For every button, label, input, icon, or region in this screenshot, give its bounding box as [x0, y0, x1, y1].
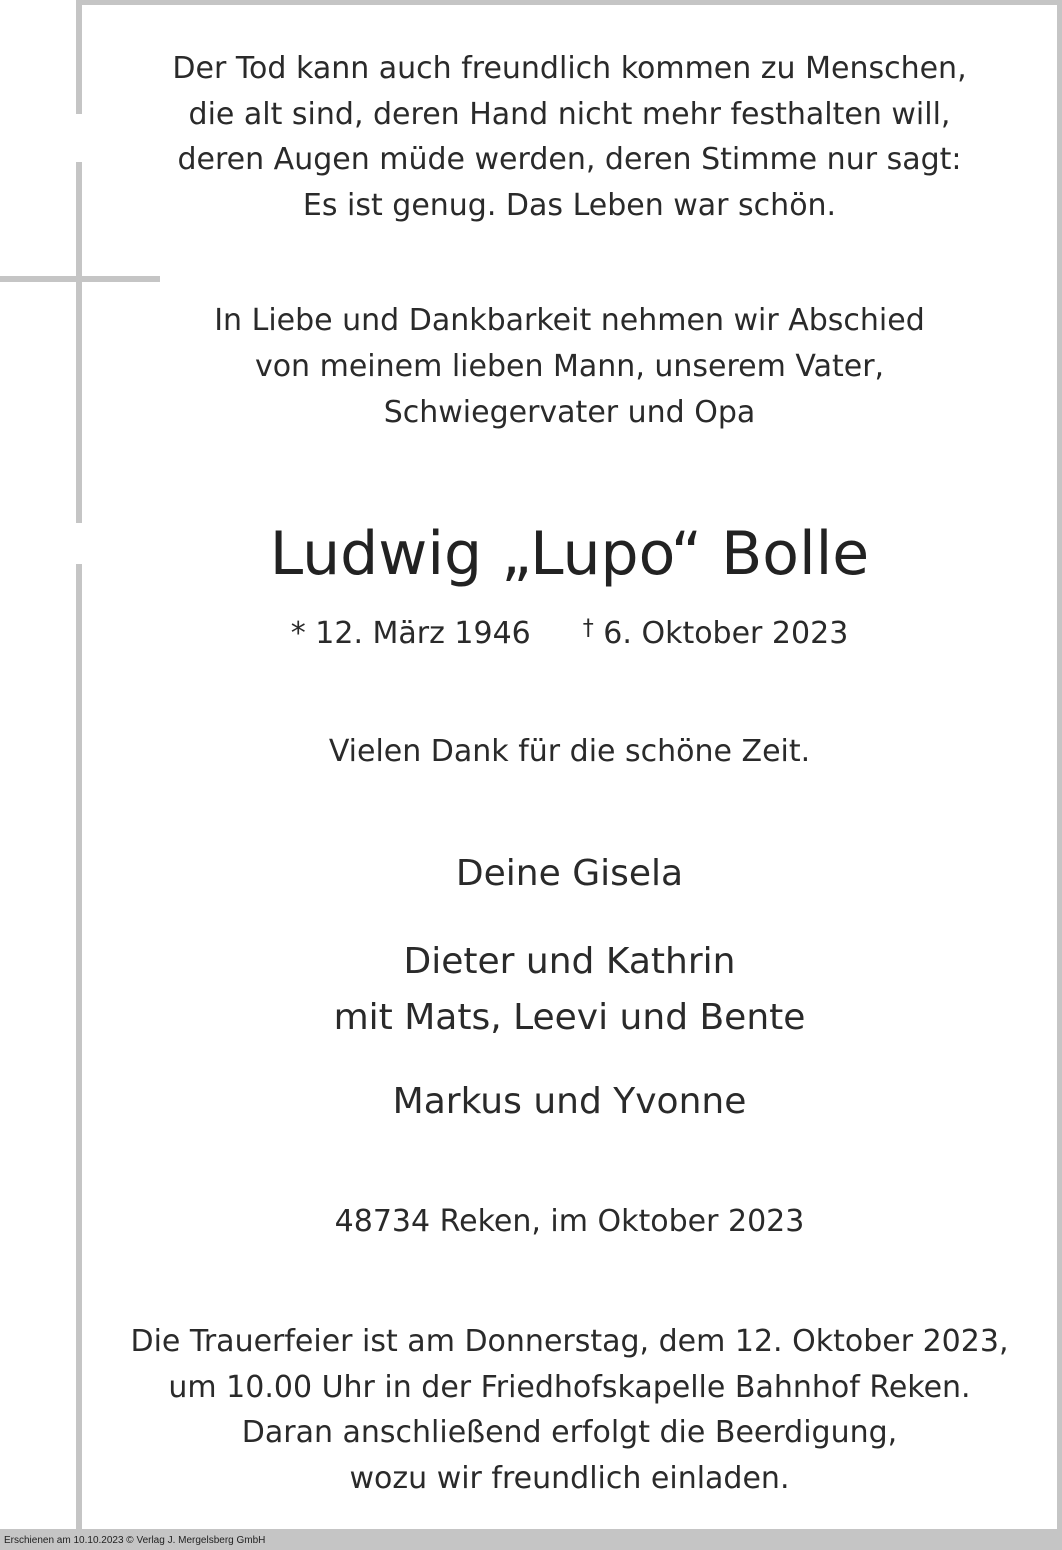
family-line: Dieter und Kathrin: [403, 941, 736, 982]
funeral-line: Daran anschließend erfolgt die Beerdigung,: [241, 1415, 898, 1450]
funeral-info: [82, 1319, 1057, 1501]
intro-line: Schwiegervater und Opa: [383, 395, 756, 430]
family-son-1: [82, 934, 1057, 1046]
family-son-2: Markus und Yvonne: [392, 1081, 747, 1122]
life-dates: [82, 612, 1057, 659]
funeral-line: Die Trauerfeier ist am Donnerstag, dem 12. Oktober 2023,: [130, 1324, 1009, 1359]
poem-line: deren Augen müde werden, deren Stimme nur sagt:: [177, 142, 962, 177]
poem-line: Der Tod kann auch freundlich kommen zu Menschen,: [172, 51, 967, 86]
funeral-line: um 10.00 Uhr in der Friedhofskapelle Bahnhof Reken.: [168, 1369, 971, 1405]
deceased-name: Ludwig „Lupo“ Bolle: [269, 519, 870, 589]
frame-right-border: [1057, 0, 1062, 1532]
poem: [82, 46, 1057, 228]
poem-line: Es ist genug. Das Leben war schön.: [302, 187, 837, 223]
cross-horizontal-bar: [0, 276, 160, 282]
place-date: 48734 Reken, im Oktober 2023: [334, 1204, 805, 1239]
publication-note: Erschienen am 10.10.2023 © Verlag J. Mergelsberg GmbH: [4, 1535, 266, 1546]
intro-line: von meinem lieben Mann, unserem Vater,: [254, 349, 885, 384]
frame-top-border: [78, 0, 1062, 5]
intro-line: In Liebe und Dankbarkeit nehmen wir Abschied: [214, 303, 925, 338]
thanks-line: Vielen Dank für die schöne Zeit.: [328, 734, 811, 769]
funeral-line: wozu wir freundlich einladen.: [349, 1460, 790, 1496]
birth-symbol: *: [290, 616, 306, 651]
death-date: 6. Oktober 2023: [603, 616, 849, 651]
birth-date: 12. März 1946: [315, 616, 531, 651]
farewell-intro: [82, 298, 1057, 436]
death-symbol: †: [582, 616, 594, 641]
poem-line: die alt sind, deren Hand nicht mehr festhalten will,: [188, 96, 951, 132]
family-wife: Deine Gisela: [455, 853, 684, 894]
family-line: mit Mats, Leevi und Bente: [333, 997, 806, 1038]
